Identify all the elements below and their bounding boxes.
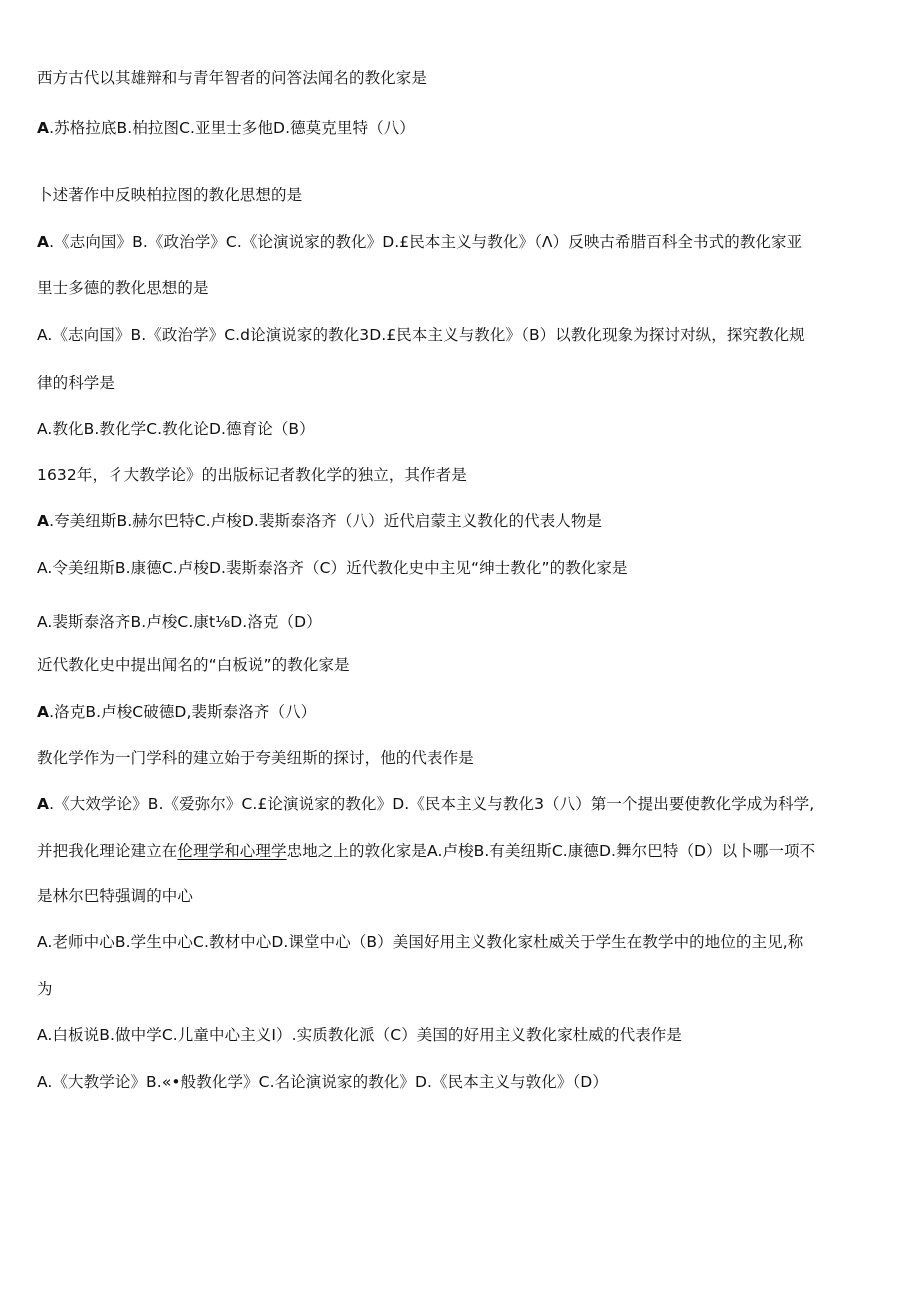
line-text: 为 bbox=[37, 980, 53, 998]
line-text: A bbox=[37, 795, 50, 813]
text-line bbox=[37, 611, 877, 633]
text-line bbox=[37, 464, 877, 486]
line-text: 是林尔巴特强调的中心 bbox=[37, 887, 194, 905]
line-text: .洛克B.卢梭C破德D,裴斯泰洛齐（八） bbox=[49, 703, 317, 721]
text-line bbox=[37, 277, 877, 299]
line-text: 1632年，彳大教学论》的出版标记者教化学的独立，其作者是 bbox=[37, 466, 467, 484]
line-text: A bbox=[37, 233, 50, 251]
text-line bbox=[37, 117, 877, 139]
line-text: 卜述著作中反映柏拉图的教化思想的是 bbox=[37, 186, 303, 204]
text-line bbox=[37, 1071, 877, 1093]
text-line bbox=[37, 510, 877, 532]
underlined-text: 伦理学和心理学 bbox=[177, 842, 287, 860]
text-line bbox=[37, 840, 877, 862]
line-text: A.白板说B.做中学C.儿童中心主义I）.实质教化派（C）美国的好用主义教化家杜威的代表作是 bbox=[37, 1026, 682, 1044]
line-text: A bbox=[37, 703, 50, 721]
line-text: A.《志向国》B.《政治学》C.d论演说家的教化3D.£民本主义与教化》（B）以教化现象为探讨对纵，探究教化规 bbox=[37, 326, 805, 344]
text-line bbox=[37, 701, 877, 723]
line-text: 里士多德的教化思想的是 bbox=[37, 279, 209, 297]
text-line bbox=[37, 885, 877, 907]
line-text: .苏格拉底B.柏拉图C.亚里士多他D.德莫克里特（八） bbox=[49, 119, 415, 137]
line-text: A.令美纽斯B.康德C.卢梭D.裴斯泰洛齐（C）近代教化史中主见“绅士教化”的教化家是 bbox=[37, 559, 628, 577]
text-line bbox=[37, 654, 877, 676]
text-line bbox=[37, 1024, 877, 1046]
text-line bbox=[37, 324, 877, 346]
text-line bbox=[37, 557, 877, 579]
text-line bbox=[37, 931, 877, 953]
line-text: 教化学作为一门学科的建立始于夸美纽斯的探讨，他的代表作是 bbox=[37, 749, 474, 767]
text-line bbox=[37, 793, 877, 815]
text-line bbox=[37, 418, 877, 440]
text-line bbox=[37, 184, 877, 206]
line-text: .《志向国》B.《政治学》C.《论演说家的教化》D.£民本主义与教化》（Λ）反映古希腊百科全书式的教化家亚 bbox=[49, 233, 803, 251]
line-text: .夸美纽斯B.赫尔巴特C.卢梭D.裴斯泰洛齐（八）近代启蒙主义教化的代表人物是 bbox=[49, 512, 603, 530]
line-text: A bbox=[37, 512, 50, 530]
text-line bbox=[37, 231, 877, 253]
line-text: 律的科学是 bbox=[37, 374, 116, 392]
line-text: A.裴斯泰洛齐B.卢梭C.康t⅛D.洛克（D） bbox=[37, 613, 322, 631]
line-text: A bbox=[37, 119, 50, 137]
text-line bbox=[37, 978, 877, 1000]
line-text: 忠地之上的敦化家是A.卢梭B.有美纽斯C.康德D.舞尔巴特（D）以卜哪一项不 bbox=[286, 842, 816, 860]
text-line bbox=[37, 67, 877, 89]
line-text: 西方古代以其雄辩和与青年智者的问答法闻名的教化家是 bbox=[37, 69, 428, 87]
line-text: 并把我化理论建立在 bbox=[37, 842, 178, 860]
line-text: .《大效学论》B.《爱弥尔》C.£论演说家的教化》D.《民本主义与教化3（八）第一个提出要使教化学成为科学, bbox=[49, 795, 815, 813]
text-line bbox=[37, 747, 877, 769]
text-line bbox=[37, 372, 877, 394]
line-text: 近代教化史中提出闻名的“白板说”的教化家是 bbox=[37, 656, 350, 674]
line-text: A.老师中心B.学生中心C.教材中心D.课堂中心（B）美国好用主义教化家杜威关于学生在教学中的地位的主见,称 bbox=[37, 933, 804, 951]
line-text: A.《大教学论》B.«•般教化学》C.名论演说家的教化》D.《民本主义与敦化》（D） bbox=[37, 1073, 608, 1091]
line-text: A.教化B.教化学C.教化论D.德育论（B） bbox=[37, 420, 315, 438]
